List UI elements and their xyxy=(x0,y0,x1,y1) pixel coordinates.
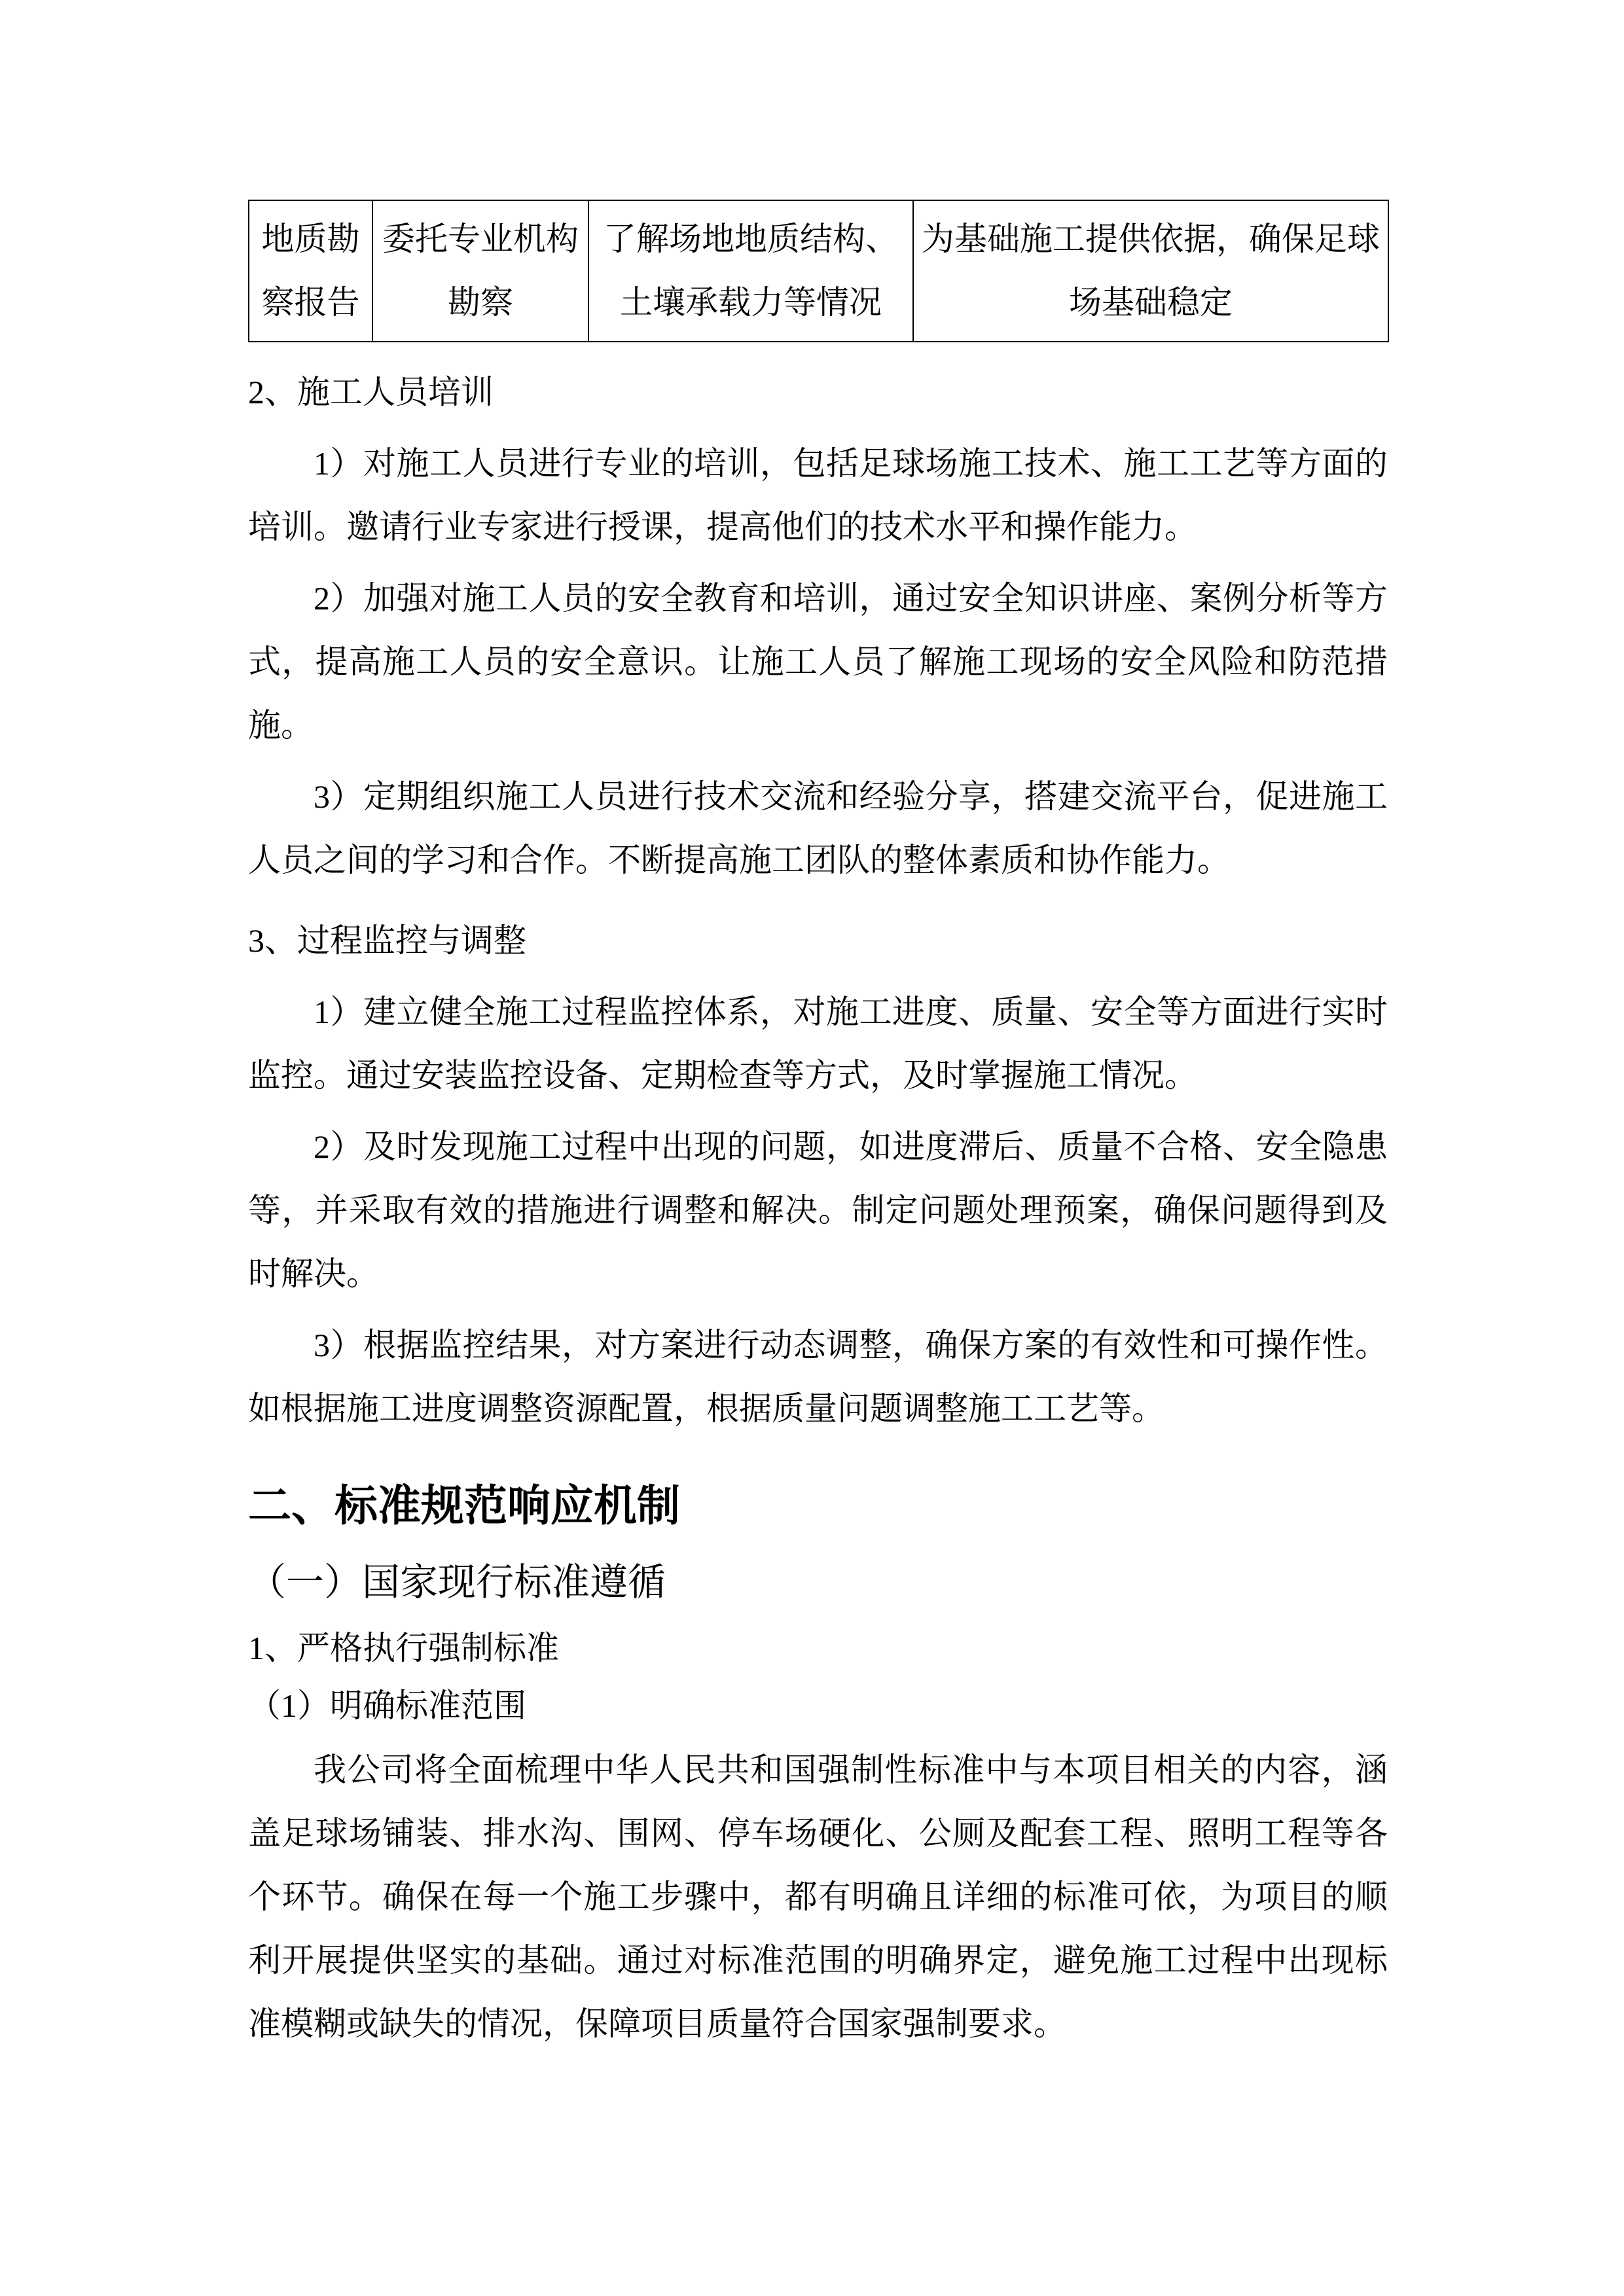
heading-standards-response: 二、标准规范响应机制 xyxy=(248,1481,680,1530)
section-3-paragraph-3: 3）根据监控结果，对方案进行动态调整，确保方案的有效性和可操作性。如根据施工进度调整资源配置，根据质量问题调整施工工艺等。 xyxy=(248,1327,1388,1427)
table-cell-method: 委托专业机构勘察 xyxy=(372,200,588,342)
section-3-paragraph-2: 2）及时发现施工过程中出现的问题，如进度滞后、质量不合格、安全隐患等，并采取有效的措施进行调整和解决。制定问题处理预案，确保问题得到及时解决。 xyxy=(248,1128,1388,1292)
section-2-paragraph-2: 2）加强对施工人员的安全教育和培训，通过安全知识讲座、案例分析等方式，提高施工人员的安全意识。让施工人员了解施工现场的安全风险和防范措施。 xyxy=(248,580,1388,744)
geology-survey-table xyxy=(248,200,1389,342)
table-cell-item: 地质勘察报告 xyxy=(249,200,372,342)
table-cell-purpose: 了解场地地质结构、土壤承载力等情况 xyxy=(588,200,913,342)
subheading-standard-scope: （1）明确标准范围 xyxy=(248,1687,526,1724)
subheading-strict-enforcement: 1、严格执行强制标准 xyxy=(248,1630,559,1666)
section-3-title: 3、过程监控与调整 xyxy=(248,922,526,959)
section-2-paragraph-3: 3）定期组织施工人员进行技术交流和经验分享，搭建交流平台，促进施工人员之间的学习和合作。不断提高施工团队的整体素质和协作能力。 xyxy=(248,778,1388,878)
section-2-paragraph-1: 1）对施工人员进行专业的培训，包括足球场施工技术、施工工艺等方面的培训。邀请行业专家进行授课，提高他们的技术水平和操作能力。 xyxy=(248,445,1388,545)
table-cell-effect: 为基础施工提供依据，确保足球场基础稳定 xyxy=(913,200,1388,342)
section-2-title: 2、施工人员培训 xyxy=(248,374,494,410)
section-3-paragraph-1: 1）建立健全施工过程监控体系，对施工进度、质量、安全等方面进行实时监控。通过安装监控设备、定期检查等方式，及时掌握施工情况。 xyxy=(248,994,1388,1094)
standards-scope-paragraph: 我公司将全面梳理中华人民共和国强制性标准中与本项目相关的内容，涵盖足球场铺装、排水沟、围网、停车场硬化、公厕及配套工程、照明工程等各个环节。确保在每一个施工步骤中，都有明确且详细的标准可依，为项目的顺利开展提供坚实的基础。通过对标准范围的明确界定，避免施工过程中出现标准模糊或缺失的情况，保障项目质量符合国家强制要求。 xyxy=(248,1751,1388,2042)
subheading-national-standards: （一）国家现行标准遵循 xyxy=(248,1561,666,1604)
table-row xyxy=(249,200,1388,342)
